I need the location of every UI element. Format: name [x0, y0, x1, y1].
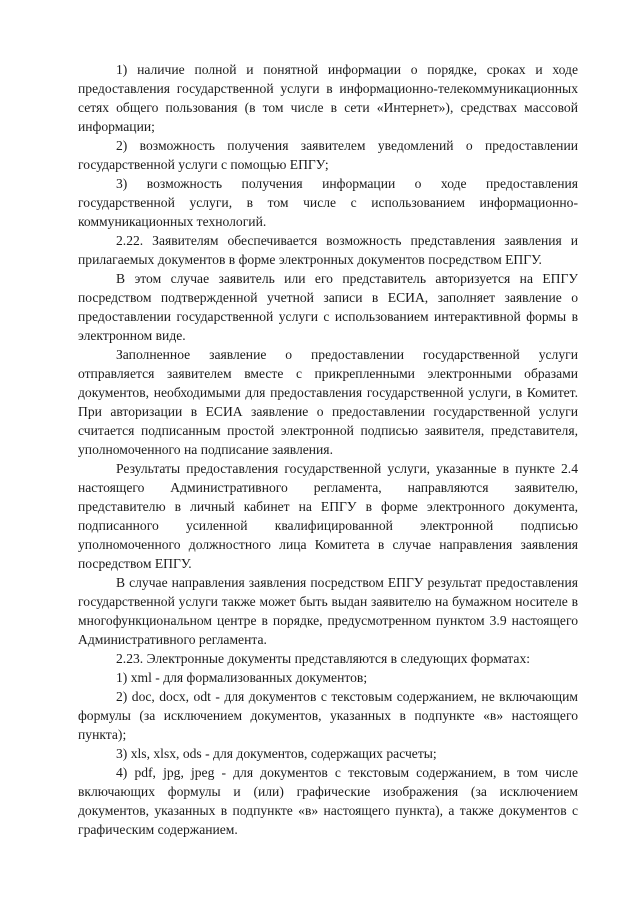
paragraph: В случае направления заявления посредством ЕПГУ результат предоставления государственной услуги также может быть выдан заявителю на бумажном носителе в многофункциональном центре в порядке, предусмотренном пунктом 3.9 настоящего Административного регламента.	[78, 575, 578, 647]
paragraph: Заполненное заявление о предоставлении государственной услуги отправляется заявителем вместе с прикрепленными электронными образами документов, необходимыми для предоставления государственной услуги, в Комитет. При авторизации в ЕСИА заявление о предоставлении государственной услуги считается подписанным простой электронной подписью заявителя, представителя, уполномоченного на подписание заявления.	[78, 347, 578, 457]
paragraph: 2) doc, docx, odt - для документов с текстовым содержанием, не включающим формулы (за исключением документов, указанных в подпункте «в» настоящего пункта);	[78, 689, 578, 742]
paragraph: 1) наличие полной и понятной информации о порядке, сроках и ходе предоставления государственной услуги в информационно-телекоммуникационных сетях общего пользования (в том числе в сети «Интернет»), средствах массовой информации;	[78, 62, 578, 134]
paragraph: 2.22. Заявителям обеспечивается возможность представления заявления и прилагаемых документов в форме электронных документов посредством ЕПГУ.	[78, 233, 578, 267]
paragraph: Результаты предоставления государственной услуги, указанные в пункте 2.4 настоящего Административного регламента, направляются заявителю, представителю в личный кабинет на ЕПГУ в форме электронного документа, подписанного усиленной квалифицированной электронной подписью уполномоченного должностного лица Комитета в случае направления заявления посредством ЕПГУ.	[78, 461, 578, 571]
paragraph: 1) xml - для формализованных документов;	[116, 670, 368, 685]
paragraph: 3) xls, xlsx, ods - для документов, содержащих расчеты;	[116, 746, 437, 761]
paragraph: В этом случае заявитель или его представитель авторизуется на ЕПГУ посредством подтвержденной учетной записи в ЕСИА, заполняет заявление о предоставлении государственной услуги с использованием интерактивной формы в электронном виде.	[78, 271, 578, 343]
paragraph: 3) возможность получения информации о ходе предоставления государственной услуги, в том числе с использованием информационно-коммуникационных технологий.	[78, 176, 578, 229]
document-page	[78, 60, 578, 839]
paragraph: 4) pdf, jpg, jpeg - для документов с текстовым содержанием, в том числе включающих формулы и (или) графические изображения (за исключением документов, указанных в подпункте «в» настоящего пункта), а также документов с графическим содержанием.	[78, 765, 578, 837]
paragraph: 2) возможность получения заявителем уведомлений о предоставлении государственной услуги с помощью ЕПГУ;	[78, 138, 578, 172]
paragraph: 2.23. Электронные документы представляются в следующих форматах:	[116, 651, 531, 666]
